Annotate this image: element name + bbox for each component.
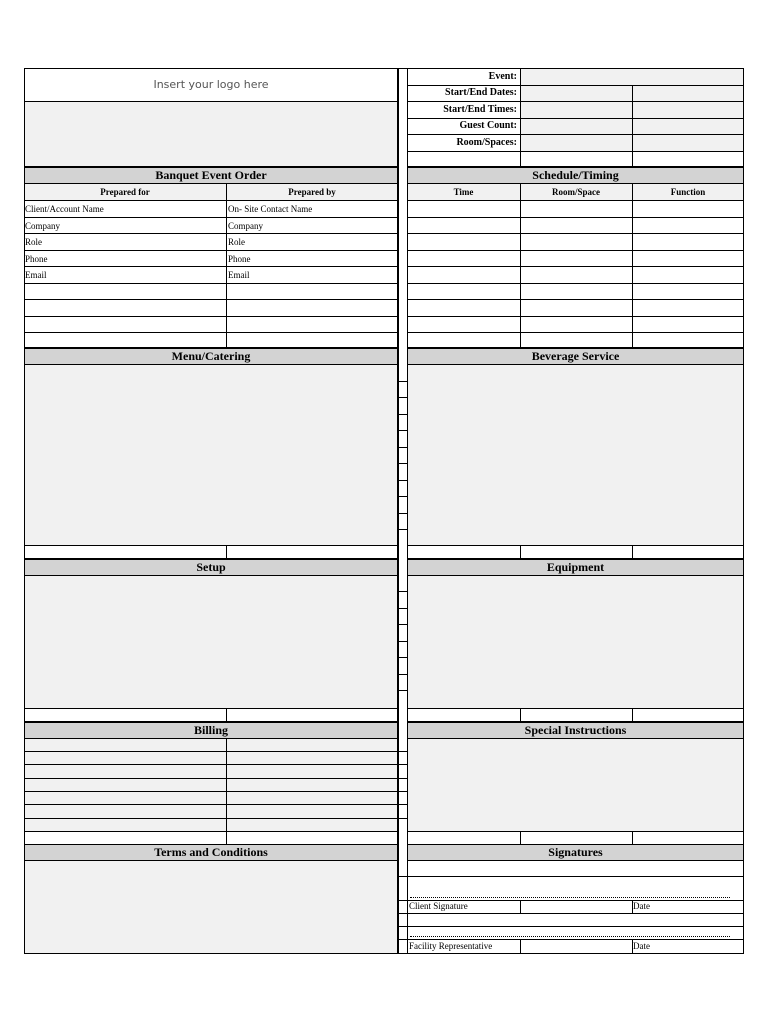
contact-role-label: Role (228, 237, 245, 247)
beverage-footer-row (407, 545, 744, 559)
terms-header: Terms and Conditions (24, 844, 398, 861)
end-time-field[interactable] (633, 102, 743, 118)
schedule-time-header: Time (453, 187, 474, 197)
times-label: Start/End Times: (443, 104, 517, 115)
equipment-footer-row (407, 708, 744, 722)
equipment-area[interactable] (407, 575, 744, 709)
setup-footer-row (24, 708, 398, 722)
schedule-function-header: Function (670, 187, 706, 197)
guest-count-label: Guest Count: (459, 120, 517, 131)
special-footer-row (407, 831, 744, 845)
room-spaces-label: Room/Spaces: (456, 137, 517, 148)
contact-email-label: Email (228, 270, 250, 280)
billing-header: Billing (24, 722, 398, 739)
setup-header: Setup (24, 559, 398, 576)
room-spaces-field[interactable] (521, 135, 632, 151)
dates-label: Start/End Dates: (445, 87, 517, 98)
contact-company-label: Company (228, 221, 263, 231)
prepared-for-header: Prepared for (100, 187, 150, 197)
schedule-header: Schedule/Timing (407, 167, 744, 184)
client-account-name-label: Client/Account Name (25, 204, 104, 214)
special-instructions-area[interactable] (407, 738, 744, 832)
start-date-field[interactable] (521, 86, 632, 101)
signatures-header: Signatures (407, 844, 744, 861)
facility-signature-line[interactable] (410, 936, 730, 937)
beverage-service-area[interactable] (407, 364, 744, 546)
event-label: Event: (488, 71, 517, 82)
client-phone-label: Phone (25, 254, 48, 264)
prepared-by-header: Prepared by (288, 187, 336, 197)
client-company-label: Company (25, 221, 60, 231)
facility-representative-label: Facility Representative (409, 941, 493, 951)
guest-count-field[interactable] (521, 119, 632, 134)
banquet-header: Banquet Event Order (24, 167, 398, 184)
logo-placeholder: Insert your logo here (153, 78, 269, 91)
client-email-label: Email (25, 270, 47, 280)
event-field[interactable] (521, 69, 743, 85)
room-spaces-field-2[interactable] (633, 135, 743, 151)
facility-date-label: Date (633, 941, 650, 951)
contact-name-label: On- Site Contact Name (228, 204, 313, 214)
client-role-label: Role (25, 237, 42, 247)
client-signature-line[interactable] (410, 897, 730, 898)
menu-footer-row (24, 545, 398, 559)
contact-phone-label: Phone (228, 254, 251, 264)
beverage-service-header: Beverage Service (407, 348, 744, 365)
client-signature-label: Client Signature (409, 901, 468, 911)
equipment-header: Equipment (407, 559, 744, 576)
menu-catering-area[interactable] (24, 364, 398, 546)
logo-image-area[interactable] (24, 101, 398, 167)
special-instructions-header: Special Instructions (407, 722, 744, 739)
client-date-label: Date (633, 901, 650, 911)
start-time-field[interactable] (521, 102, 632, 118)
end-date-field[interactable] (633, 86, 743, 101)
schedule-room-header: Room/Space (552, 187, 600, 197)
setup-area[interactable] (24, 575, 398, 709)
guest-count-field-2[interactable] (633, 119, 743, 134)
menu-catering-header: Menu/Catering (24, 348, 398, 365)
terms-area[interactable] (24, 860, 398, 954)
